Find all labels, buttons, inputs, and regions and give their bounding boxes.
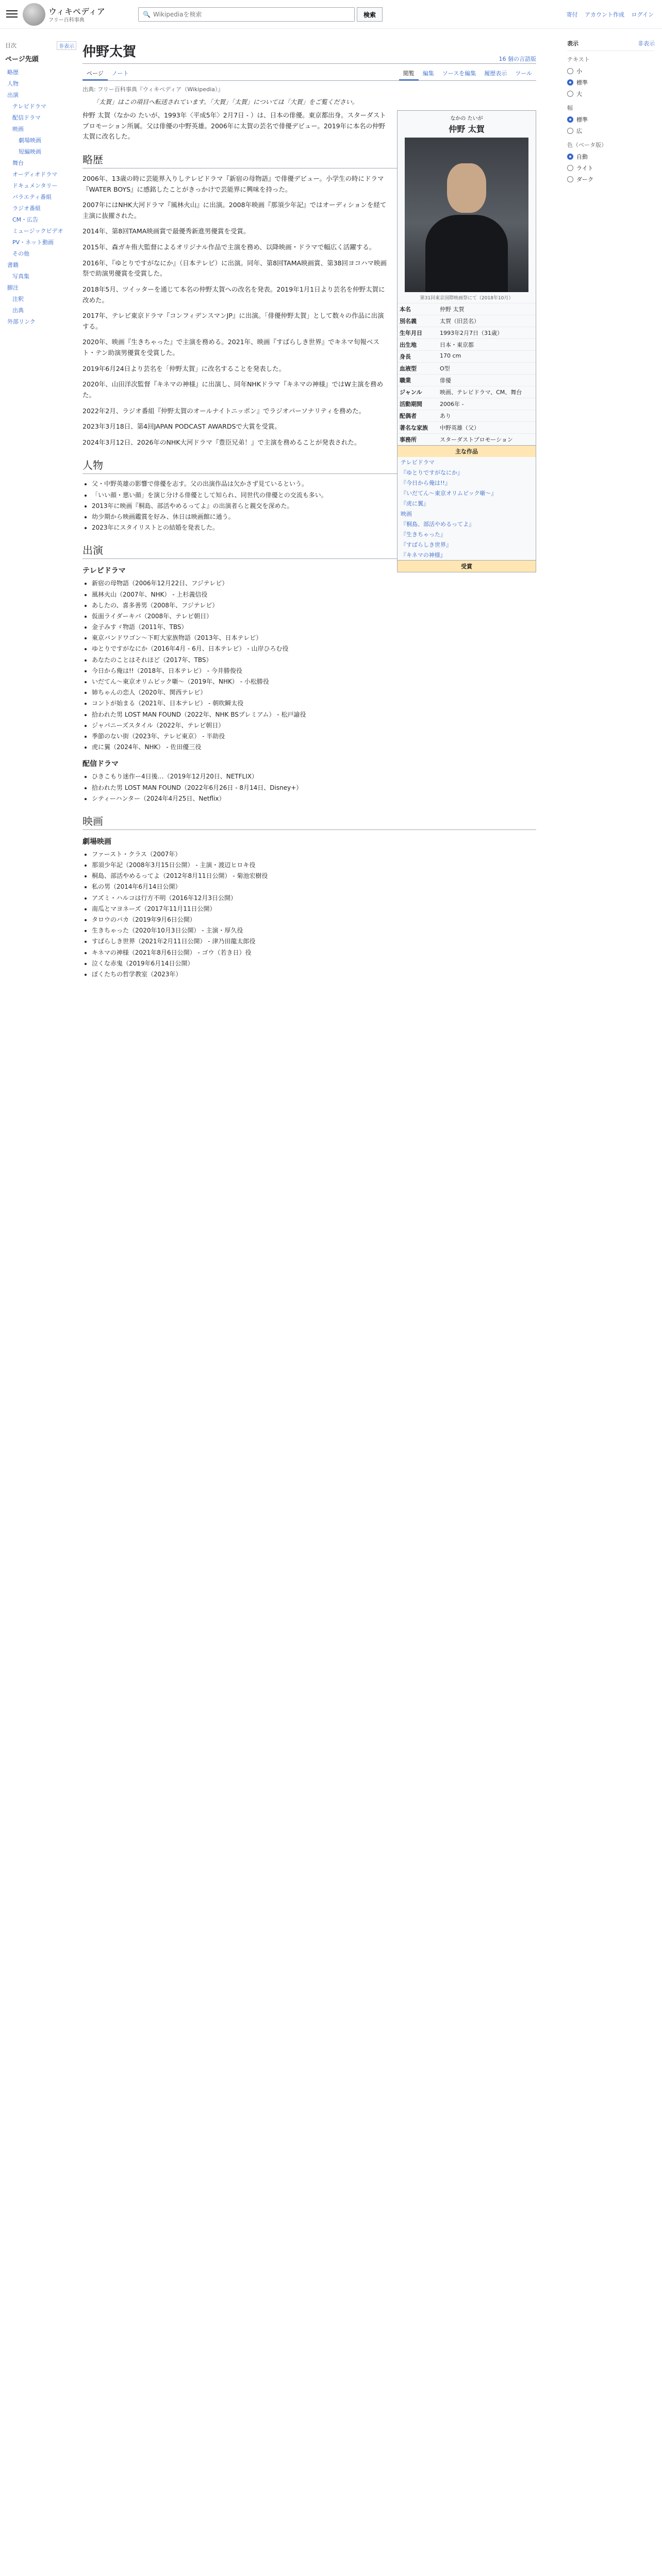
infobox-key: 配偶者 xyxy=(400,413,417,419)
infobox-value: 日本・東京都 xyxy=(440,342,474,348)
infobox-key: 職業 xyxy=(400,377,411,384)
list-item[interactable]: • あなたのことはそれほど（2017年、TBS） xyxy=(92,655,536,665)
page-tabs xyxy=(82,67,536,81)
infobox-row xyxy=(398,374,536,386)
list-item[interactable]: • ファースト・クラス（2007年） xyxy=(92,850,536,859)
bio-paragraph: 2015年、森ガキ侑大監督によるオリジナル作品で主演を務め、以降映画・ドラマで幅広く活躍する。 xyxy=(82,243,376,251)
section-movie: 映画 xyxy=(82,813,536,830)
bio-paragraph: 2007年にはNHK大河ドラマ『風林火山』に出演。2008年映画『那須少年記』ではオーディションを経て主演に抜擢された。 xyxy=(82,201,387,219)
list-item[interactable]: • 風林火山（2007年、NHK） - 上杉義信役 xyxy=(92,590,536,600)
header xyxy=(0,0,662,29)
toc-item[interactable]: バラエティ番組 xyxy=(12,194,52,200)
donate-link[interactable]: 寄付 xyxy=(566,11,578,18)
toc-item[interactable]: 外部リンク xyxy=(7,318,36,325)
infobox-work[interactable]: 映画 xyxy=(401,511,412,517)
toc-item[interactable]: ドキュメンタリー xyxy=(12,182,58,189)
radio-label: 小 xyxy=(576,68,582,75)
movie-list xyxy=(82,850,536,979)
infobox-work[interactable]: 『虎に翼』 xyxy=(401,500,429,507)
tab-edit[interactable]: 編集 xyxy=(422,70,434,77)
radio-option[interactable] xyxy=(567,125,655,137)
photo-caption: 第31回東京国際映画祭にて（2018年10月） xyxy=(420,296,514,301)
width-label: 幅 xyxy=(567,105,573,111)
infobox-key: 生年月日 xyxy=(400,330,422,336)
infobox xyxy=(397,110,536,572)
section-appearances: 出演 xyxy=(82,542,536,559)
radio-label: 標準 xyxy=(576,116,588,123)
subsection-stream: 配信ドラマ xyxy=(82,760,119,769)
infobox-row xyxy=(398,386,536,398)
radio-label: 大 xyxy=(576,91,582,97)
subsection-theater-movie: 劇場映画 xyxy=(82,837,111,846)
radio-option[interactable] xyxy=(567,162,655,174)
toc-item[interactable]: 脚注 xyxy=(7,284,19,291)
list-item[interactable]: • 幼少期から映画鑑賞を好み、休日は映画館に通う。 xyxy=(92,512,536,522)
infobox-name: 仲野 太賀 xyxy=(449,124,485,134)
list-item[interactable]: • コントが始まる（2021年、日本テレビ） - 朝吹瞬太役 xyxy=(92,699,536,708)
appearance-title: 表示 xyxy=(567,40,578,47)
toc-item[interactable]: 注釈 xyxy=(12,296,24,302)
search-button[interactable]: 検索 xyxy=(357,7,383,22)
list-item[interactable]: • 「いい顔・悪い顔」を演じ分ける俳優として知られ、同世代の俳優との交流も多い。 xyxy=(92,490,536,500)
list-item[interactable]: • 金子みすゞ物語（2011年、TBS） xyxy=(92,622,536,632)
toc-item[interactable]: 略歴 xyxy=(7,69,19,76)
infobox-works-heading: 主な作品 xyxy=(398,445,536,457)
stream-list xyxy=(82,772,536,804)
toc-item[interactable]: テレビドラマ xyxy=(12,103,46,110)
infobox-value: 中野英雄（父） xyxy=(440,425,479,431)
text-size-label: テキスト xyxy=(567,56,590,63)
list-item[interactable]: • 姉ちゃんの恋人（2020年、関西テレビ） xyxy=(92,688,536,698)
list-item[interactable]: • 南瓜とマヨネーズ（2017年11月11日公開） xyxy=(92,904,536,914)
tab-history[interactable]: 履歴表示 xyxy=(484,70,507,77)
tab-talk[interactable]: ノート xyxy=(111,70,129,77)
infobox-ruby: なかの たいが xyxy=(450,116,483,122)
infobox-row xyxy=(398,315,536,327)
toc-item[interactable]: ミュージックビデオ xyxy=(12,228,63,234)
infobox-work[interactable]: 『すばらしき世界』 xyxy=(401,541,452,548)
infobox-row xyxy=(398,338,536,350)
infobox-value: 1993年2月7日（31歳） xyxy=(440,330,503,336)
logo-text[interactable]: ウィキペディア xyxy=(48,7,105,16)
radio-option[interactable] xyxy=(567,77,655,88)
radio-label: 広 xyxy=(576,128,582,134)
infobox-row xyxy=(398,421,536,433)
radio-option[interactable] xyxy=(567,114,655,125)
infobox-value: 仲野 太賀 xyxy=(440,306,465,313)
list-item[interactable]: • 拾われた男 LOST MAN FOUND（2022年6月26日 - 8月14日、Disney+） xyxy=(92,783,536,793)
radio-label: ライト xyxy=(576,165,593,172)
list-item[interactable]: • ぼくたちの哲学教室（2023年） xyxy=(92,970,536,979)
toc-item[interactable]: CM・広告 xyxy=(12,216,39,223)
tab-page[interactable]: ページ xyxy=(82,67,108,80)
list-item[interactable]: • 生きちゃった（2020年10月3日公開） - 主演・厚久役 xyxy=(92,926,536,936)
toc-item[interactable]: 短編映画 xyxy=(19,148,41,155)
color-options xyxy=(567,151,655,185)
list-item[interactable]: • 私の男（2014年6月14日公開） xyxy=(92,882,536,892)
list-item[interactable]: • 泣くな赤鬼（2019年6月14日公開） xyxy=(92,959,536,969)
radio-option[interactable] xyxy=(567,65,655,77)
list-item[interactable]: • シティーハンター（2024年4月25日、Netflix） xyxy=(92,794,536,804)
radio-icon[interactable] xyxy=(567,91,573,97)
radio-icon[interactable] xyxy=(567,79,573,86)
list-item[interactable]: • 2023年にスタイリストとの結婚を発表した。 xyxy=(92,523,536,533)
main-content xyxy=(82,29,536,980)
appearance-hide[interactable]: 非表示 xyxy=(638,40,655,47)
logo-subtitle: フリー百科事典 xyxy=(48,18,85,23)
list-item[interactable]: • タロウのバカ（2019年9月6日公開） xyxy=(92,915,536,925)
infobox-work[interactable]: 『桐島、部活やめるってよ』 xyxy=(401,521,474,528)
infobox-key: 血液型 xyxy=(400,365,417,372)
color-label: 色（ベータ版） xyxy=(567,142,607,148)
login-link[interactable]: ログイン xyxy=(631,11,654,18)
list-item[interactable]: • ひきこもり迷作ー4日後…（2019年12月20日、NETFLIX） xyxy=(92,772,536,782)
list-item[interactable]: • 仮面ライダーキバ（2008年、テレビ朝日） xyxy=(92,612,536,621)
page-title: 仲野太賀 xyxy=(82,41,536,64)
list-item[interactable]: • アズミ・ハルコは行方不明（2016年12月3日公開） xyxy=(92,893,536,903)
bio-paragraph: 2017年、テレビ東京ドラマ『コンフィデンスマンJP』に出演。「俳優仲野太賀」として数々の作品に出演する。 xyxy=(82,312,384,330)
width-options xyxy=(567,114,655,137)
bio-paragraph: 2024年3月12日、2026年のNHK大河ドラマ『豊臣兄弟！』で主演を務めることが発表された。 xyxy=(82,438,361,446)
bio-paragraph: 2023年3月18日、第4回JAPAN PODCAST AWARDSで大賞を受賞。 xyxy=(82,422,281,431)
infobox-value: O型 xyxy=(440,365,450,372)
infobox-work[interactable]: 『生きちゃった』 xyxy=(401,531,446,538)
toc-item[interactable]: ラジオ番組 xyxy=(12,205,41,212)
hatnote: 「太賀」はこの項目へ転送されています。「大賀」「太賀」については「大賀」をご覧ください。 xyxy=(93,98,358,106)
search-icon: 🔍 xyxy=(143,11,151,18)
infobox-key: 著名な家族 xyxy=(400,425,428,431)
bio-paragraph: 2020年、映画『生きちゃった』で主演を務める。2021年、映画『すばらしき世界』でキネマ旬報ベスト・テン助演男優賞を受賞した。 xyxy=(82,338,379,357)
list-item[interactable]: • いだてん〜東京オリムピック噺〜（2019年、NHK） - 小松勝役 xyxy=(92,677,536,687)
list-item[interactable]: • 新宿の母物語（2006年12月22日、フジテレビ） xyxy=(92,579,536,588)
infobox-value: 170 cm xyxy=(440,352,461,359)
source-line: 出典: フリー百科事典『ウィキペディア（Wikipedia）』 xyxy=(82,86,224,93)
infobox-value: あり xyxy=(440,413,451,419)
tab-read[interactable]: 閲覧 xyxy=(399,67,419,80)
list-item[interactable]: • 東京バンドワゴン〜下町大家族物語（2013年、日本テレビ） xyxy=(92,633,536,643)
infobox-key: 別名義 xyxy=(400,318,417,325)
text-size-options xyxy=(567,65,655,99)
infobox-key: 活動期間 xyxy=(400,401,422,408)
list-item[interactable]: • 父・中野英雄の影響で俳優を志す。父の出演作品は欠かさず見ているという。 xyxy=(92,479,536,489)
bio-paragraph: 2016年、『ゆとりですがなにか』（日本テレビ）に出演。同年、第8回TAMA映画賞、第38回ヨコハマ映画祭で助演男優賞を受賞した。 xyxy=(82,259,387,278)
list-item[interactable]: • ゆとりですがなにか（2016年4月 - 6月、日本テレビ） - 山岸ひろむ役 xyxy=(92,644,536,654)
toc-item[interactable]: 写真集 xyxy=(12,273,29,280)
radio-option[interactable] xyxy=(567,174,655,185)
infobox-row xyxy=(398,398,536,410)
infobox-key: ジャンル xyxy=(400,389,422,396)
tv-list xyxy=(82,579,536,752)
radio-option[interactable] xyxy=(567,151,655,162)
toc-item[interactable]: 劇場映画 xyxy=(19,137,41,144)
language-button[interactable]: 16 個の言語版 xyxy=(499,56,536,62)
infobox-key: 身長 xyxy=(400,353,411,360)
bio-paragraph: 2019年6月24日より芸名を「仲野太賀」に改名することを発表した。 xyxy=(82,364,286,372)
bio-paragraph: 2006年、13歳の時に芸能界入りしテレビドラマ『新宿の母物語』で俳優デビュー。小学生の時にドラマ『WATER BOYS』に感銘したことがきっかけで芸能界に興味を持った。 xyxy=(82,174,384,193)
toc-list xyxy=(0,66,77,327)
infobox-value: 2006年 - xyxy=(440,401,464,408)
list-item[interactable]: • 虎に翼（2024年、NHK） - 佐田優三役 xyxy=(92,742,536,752)
list-item[interactable]: • 桐島、部活やめるってよ（2012年8月11日公開） - 菊池宏樹役 xyxy=(92,871,536,881)
list-item[interactable]: • 那須少年記（2008年3月15日公開） - 主演・渡辺ヒロキ役 xyxy=(92,860,536,870)
list-item[interactable]: • 2013年に映画『桐島、部活やめるってよ』の出演者らと親交を深めた。 xyxy=(92,501,536,511)
infobox-row xyxy=(398,327,536,338)
infobox-row xyxy=(398,410,536,421)
toc-item[interactable]: 映画 xyxy=(12,126,24,132)
infobox-works xyxy=(398,457,536,560)
infobox-key: 本名 xyxy=(400,306,411,313)
menu-icon[interactable] xyxy=(6,8,18,20)
search-box xyxy=(138,7,355,22)
infobox-rows xyxy=(398,303,536,445)
toc-heading: 目次 xyxy=(5,42,16,49)
toc-item[interactable]: 出演 xyxy=(7,92,19,98)
infobox-value: 俳優 xyxy=(440,377,451,384)
infobox-work[interactable]: 『いだてん〜東京オリムピック噺〜』 xyxy=(401,490,497,497)
bio-paragraph: 2014年、第8回TAMA映画賞で最優秀新進男優賞を受賞。 xyxy=(82,227,250,235)
toc-item[interactable]: 書籍 xyxy=(7,262,19,268)
toc-item[interactable]: 舞台 xyxy=(12,160,24,166)
list-item[interactable]: • 拾われた男 LOST MAN FOUND（2022年、NHK BSプレミアム） - 松戸諭役 xyxy=(92,710,536,720)
appearance-panel xyxy=(567,29,655,185)
list-item[interactable]: • ジャパニーズスタイル（2022年、テレビ朝日） xyxy=(92,721,536,731)
section-bio: 略歴 xyxy=(82,151,536,168)
toc-item[interactable]: 人物 xyxy=(7,80,19,87)
wikipedia-logo[interactable] xyxy=(23,3,45,26)
user-links xyxy=(561,10,654,19)
list-item[interactable]: • あしたの、喜多善男（2008年、フジテレビ） xyxy=(92,601,536,611)
search-input[interactable] xyxy=(139,8,354,21)
infobox-work[interactable]: 『キネマの神様』 xyxy=(401,552,446,558)
bio-paragraph: 2020年、山田洋次監督『キネマの神様』に出演し、同年NHKドラマ『キネマの神様』ではW主演を務めた。 xyxy=(82,380,384,399)
radio-label: 標準 xyxy=(576,79,588,86)
bio-paragraph: 2018年5月、ツイッターを通じて本名の仲野太賀への改名を発表。2019年1月1日より芸名を仲野太賀に改めた。 xyxy=(82,285,385,304)
toc-top-link[interactable]: ページ先頭 xyxy=(5,56,39,63)
toc-sidebar xyxy=(0,29,77,2576)
radio-label: ダーク xyxy=(576,176,593,183)
infobox-award-heading[interactable]: 受賞 xyxy=(398,560,536,572)
infobox-key: 事務所 xyxy=(400,436,417,443)
infobox-key: 出生地 xyxy=(400,342,417,348)
infobox-row xyxy=(398,433,536,445)
subsection-tv: テレビドラマ xyxy=(82,567,126,575)
infobox-value: スターダストプロモーション xyxy=(440,436,513,443)
toc-item[interactable]: 配信ドラマ xyxy=(12,114,41,121)
toc-item[interactable]: 出典 xyxy=(12,307,24,314)
toc-item[interactable]: PV・ネット動画 xyxy=(12,239,54,246)
tab-tools[interactable]: ツール xyxy=(515,70,532,77)
infobox-value: 映画、テレビドラマ、CM、舞台 xyxy=(440,389,522,396)
radio-icon[interactable] xyxy=(567,165,573,171)
radio-option[interactable] xyxy=(567,88,655,99)
toc-item[interactable]: オーディオドラマ xyxy=(12,171,58,178)
radio-icon[interactable] xyxy=(567,128,573,134)
list-item[interactable]: • 今日から俺は!!（2018年、日本テレビ） - 今井勝俊役 xyxy=(92,666,536,676)
radio-icon[interactable] xyxy=(567,116,573,123)
intro-paragraph: 仲野 太賀（なかの たいが、1993年〈平成5年〉2月7日 - ）は、日本の俳優。東京都出身。スターダストプロモーション所属。父は俳優の中野英雄。2006年に太賀の芸名で俳優デビュー。2019年に本名の仲野太賀に改名した。 xyxy=(82,111,386,141)
radio-icon[interactable] xyxy=(567,176,573,182)
bio-paragraph: 2022年2月、ラジオ番組『仲野太賀のオールナイトニッポン』でラジオパーソナリティを務めた。 xyxy=(82,406,366,415)
infobox-row xyxy=(398,303,536,315)
list-item[interactable]: • 季節のない街（2023年、テレビ東京） - 半助役 xyxy=(92,732,536,741)
toc-hide-button[interactable]: 非表示 xyxy=(57,41,76,50)
radio-label: 自動 xyxy=(576,154,588,160)
create-account-link[interactable]: アカウント作成 xyxy=(585,11,625,18)
toc-item[interactable]: その他 xyxy=(12,250,29,257)
infobox-work[interactable]: テレビドラマ xyxy=(401,459,435,466)
infobox-work[interactable]: 『今日から俺は!!』 xyxy=(401,480,451,486)
portrait-photo[interactable] xyxy=(405,138,528,292)
list-item[interactable]: • すばらしき世界（2021年2月11日公開） - 津乃田龍太郎役 xyxy=(92,937,536,946)
section-person: 人物 xyxy=(82,457,536,474)
infobox-row xyxy=(398,362,536,374)
list-item[interactable]: • キネマの神様（2021年8月6日公開） - ゴウ（若き日）役 xyxy=(92,948,536,958)
infobox-row xyxy=(398,350,536,362)
infobox-work[interactable]: 『ゆとりですがなにか』 xyxy=(401,469,463,476)
tab-edit-source[interactable]: ソースを編集 xyxy=(442,70,476,77)
infobox-value: 太賀（旧芸名） xyxy=(440,318,479,325)
radio-icon[interactable] xyxy=(567,68,573,74)
radio-icon[interactable] xyxy=(567,154,573,160)
